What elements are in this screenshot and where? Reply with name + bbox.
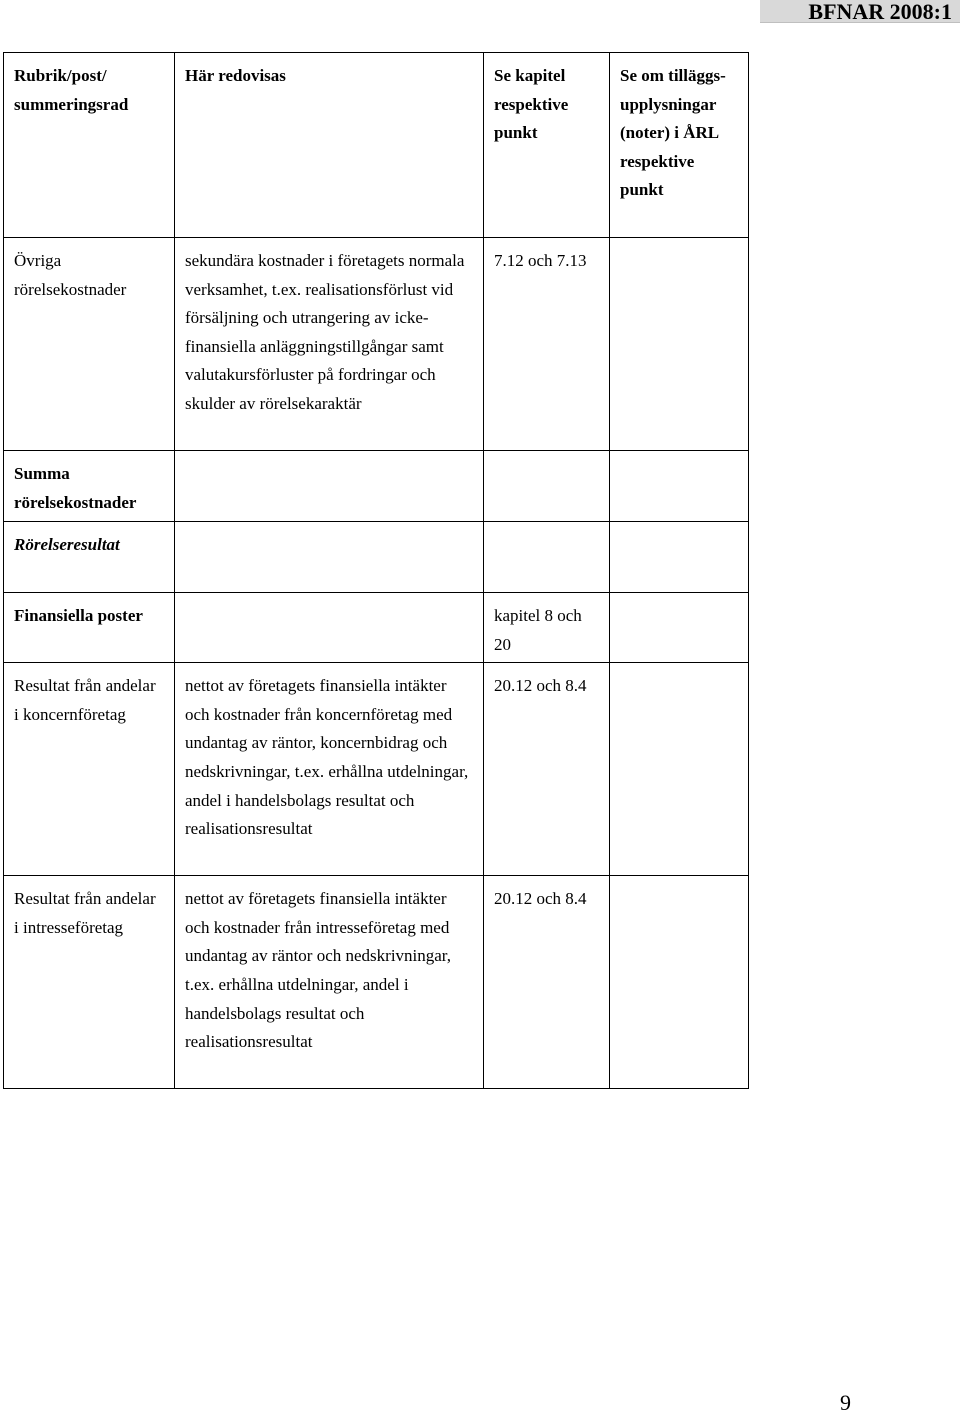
- row-chapter: 20.12 och 8.4: [484, 663, 610, 876]
- row-description: [175, 522, 484, 593]
- row-chapter: kapitel 8 och 20: [484, 593, 610, 663]
- document-code: BFNAR 2008:1: [808, 0, 952, 24]
- row-heading: Finansiella poster: [4, 593, 175, 663]
- header-cell-description: Här redovisas: [175, 53, 484, 238]
- row-heading: Övriga rörelsekostnader: [4, 238, 175, 451]
- row-heading: Summa rörelsekostnader: [4, 451, 175, 522]
- row-description: nettot av företagets finansiella intäkter och kostnader från koncernföretag med undantag av räntor, koncernbidrag och nedskrivningar, t.ex. erhållna utdelningar, andel i handelsbolags resultat och realisationsresultat: [175, 663, 484, 876]
- row-chapter: [484, 451, 610, 522]
- row-notes: [610, 593, 749, 663]
- table-row-summa-rorelsekostnader: [4, 451, 749, 522]
- table-header-row: [4, 53, 749, 238]
- table-row-ovriga-rorelsekostnader: [4, 238, 749, 451]
- row-chapter: 7.12 och 7.13: [484, 238, 610, 451]
- row-notes: [610, 663, 749, 876]
- row-notes: [610, 522, 749, 593]
- header-cell-notes: Se om tilläggs-upplysningar (noter) i ÅRL respektive punkt: [610, 53, 749, 238]
- document-header: [760, 0, 960, 23]
- row-notes: [610, 876, 749, 1089]
- row-description: nettot av företagets finansiella intäkter och kostnader från intresseföretag med undantag av räntor och nedskrivningar, t.ex. erhållna utdelningar, andel i handelsbolags resultat och realisationsresultat: [175, 876, 484, 1089]
- row-notes: [610, 451, 749, 522]
- row-notes: [610, 238, 749, 451]
- row-description: [175, 451, 484, 522]
- table-row-finansiella-poster: [4, 593, 749, 663]
- table-row-resultat-koncernforetag: [4, 663, 749, 876]
- report-structure-table: [3, 52, 749, 1089]
- page-number: 9: [840, 1390, 851, 1415]
- row-description: [175, 593, 484, 663]
- table-row-rorelseresultat: [4, 522, 749, 593]
- header-cell-heading: Rubrik/post/ summeringsrad: [4, 53, 175, 238]
- row-heading: Rörelseresultat: [4, 522, 175, 593]
- table-row-resultat-intresseforetag: [4, 876, 749, 1089]
- row-description: sekundära kostnader i företagets normala verksamhet, t.ex. realisationsförlust vid försäljning och utrangering av icke-finansiella anläggningstillgångar samt valutakursförluster på fordringar och skulder av rörelsekaraktär: [175, 238, 484, 451]
- row-chapter: 20.12 och 8.4: [484, 876, 610, 1089]
- header-cell-chapter: Se kapitel respektive punkt: [484, 53, 610, 238]
- row-heading: Resultat från andelar i intresseföretag: [4, 876, 175, 1089]
- row-heading: Resultat från andelar i koncernföretag: [4, 663, 175, 876]
- row-chapter: [484, 522, 610, 593]
